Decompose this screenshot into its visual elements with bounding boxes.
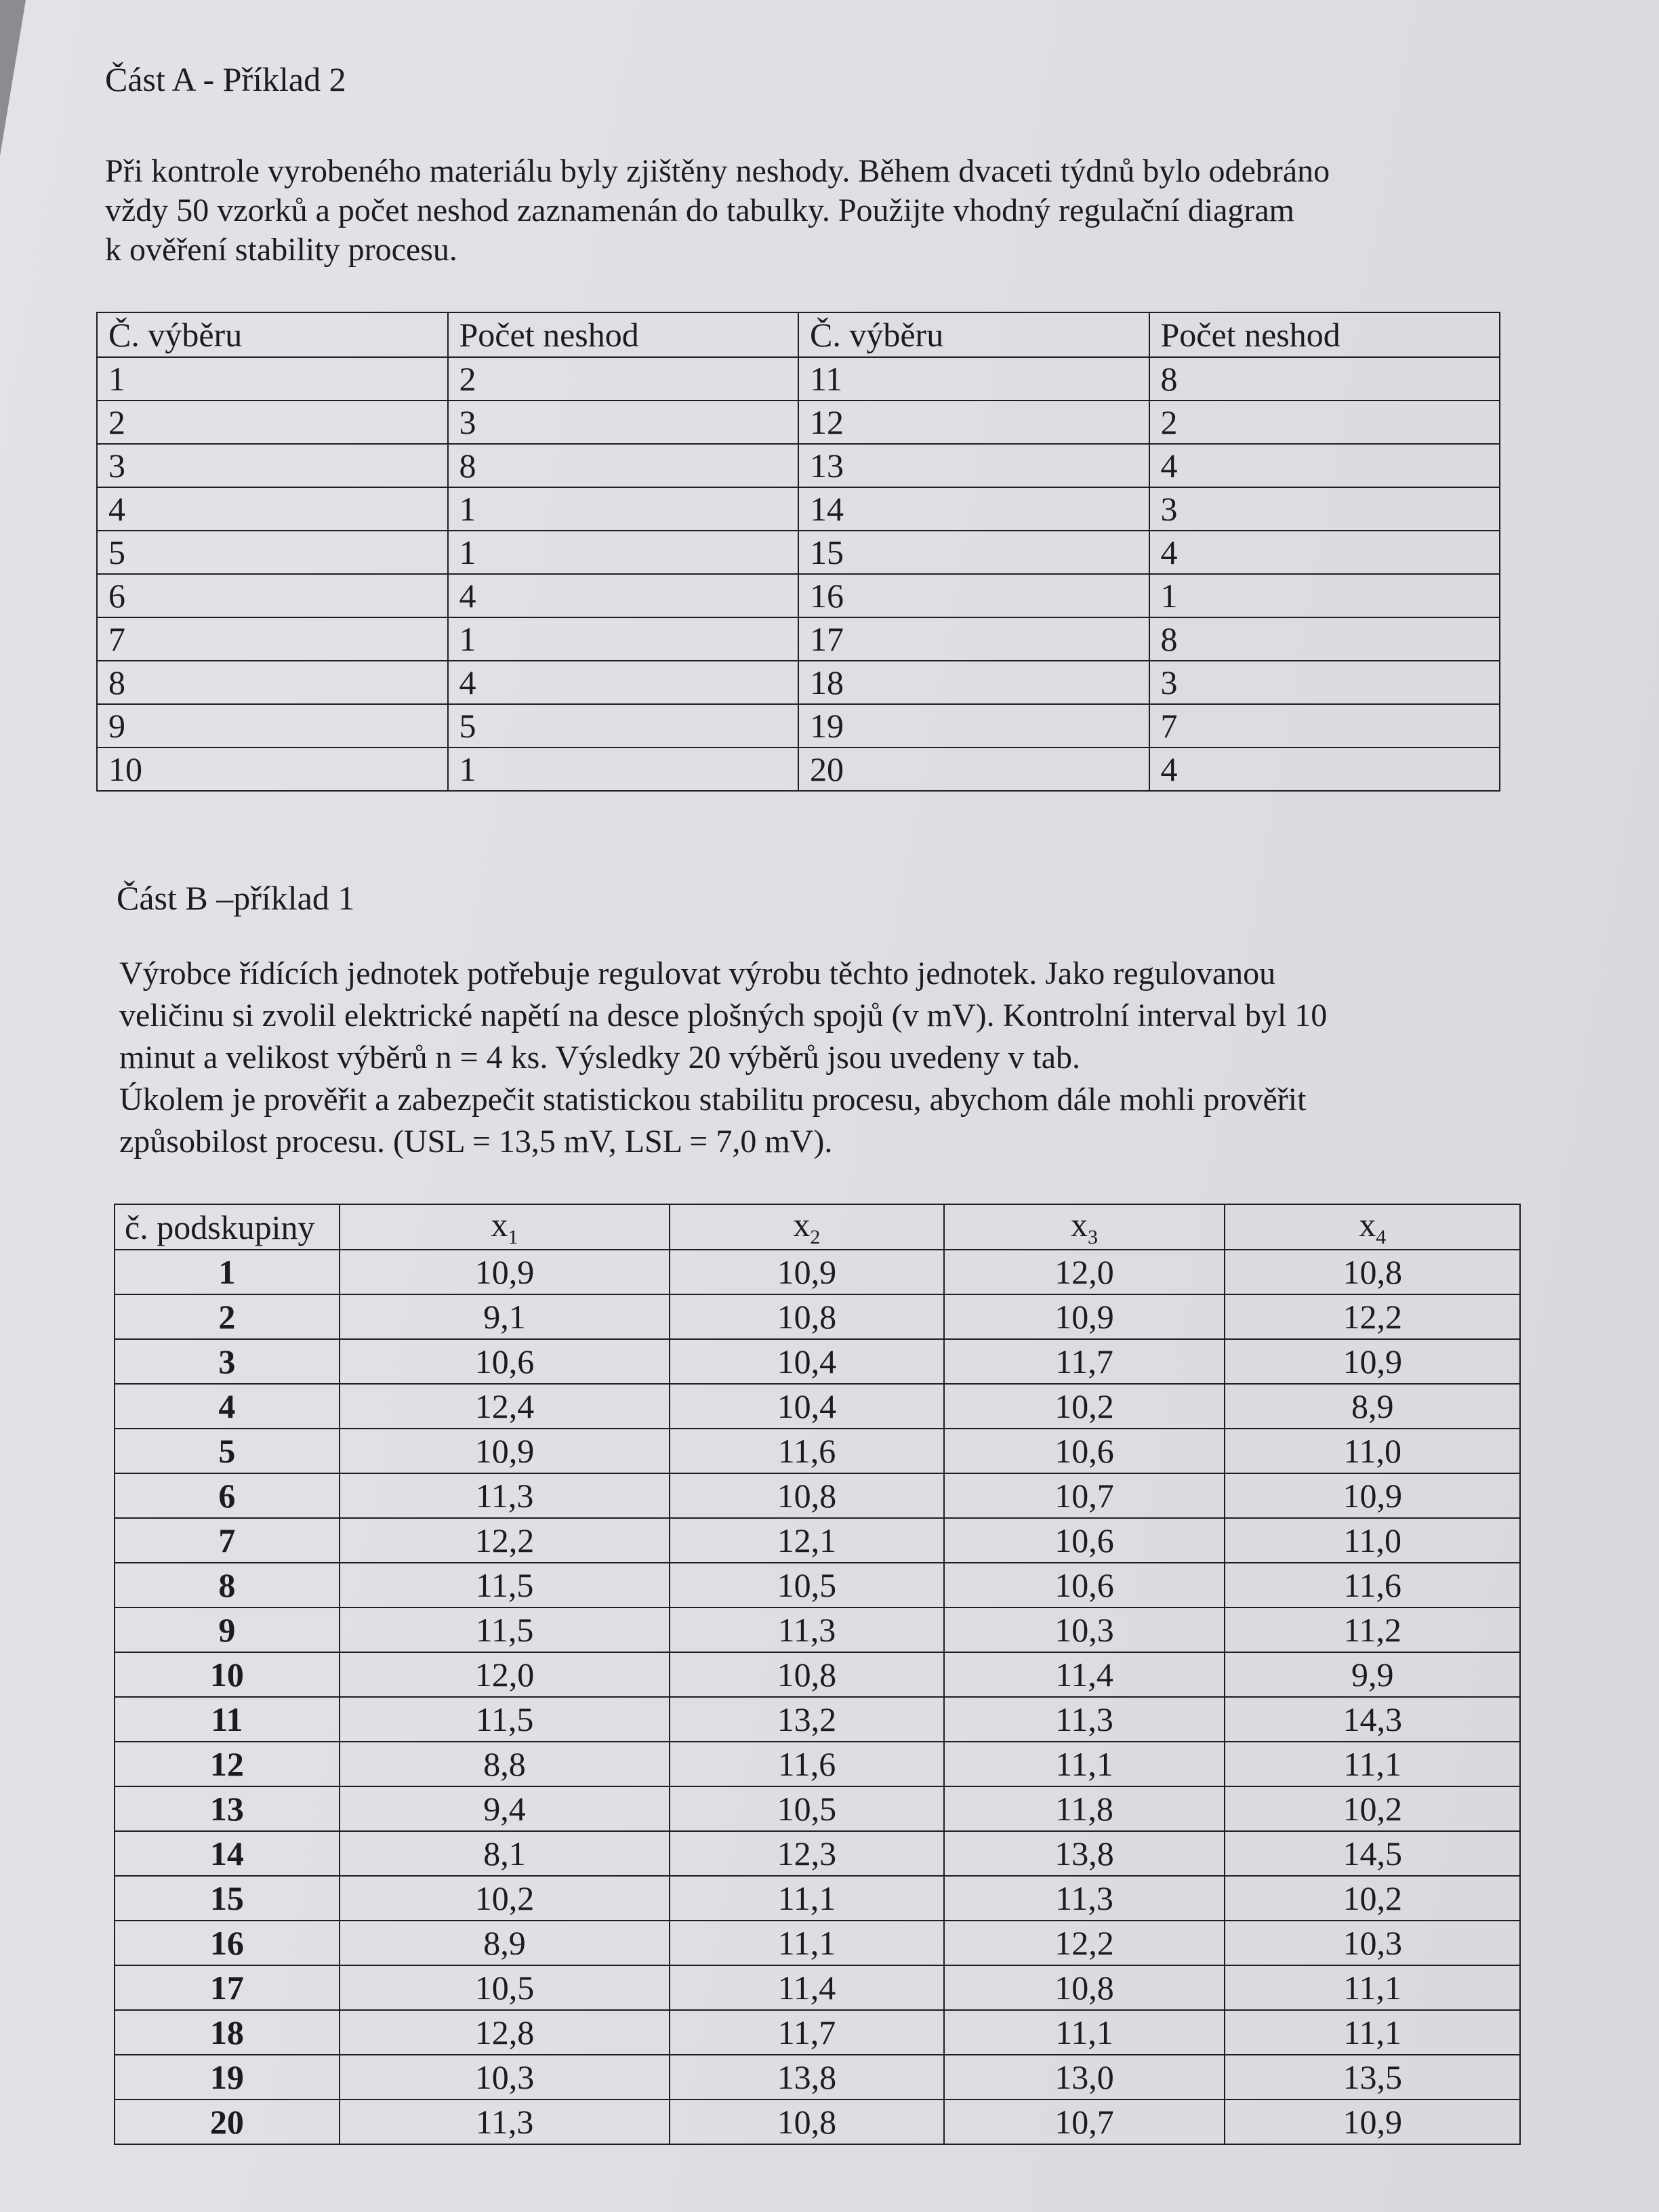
table-cell: 10,3 <box>340 2055 670 2100</box>
table-cell: 10,9 <box>670 1250 943 1294</box>
table-cell: 1 <box>448 747 799 791</box>
row-number-cell: 8 <box>97 661 448 704</box>
table-cell: 10,9 <box>1225 1473 1520 1518</box>
row-number-cell: 1 <box>97 357 448 401</box>
row-number-cell: 2 <box>115 1294 340 1339</box>
row-number-cell: 5 <box>115 1429 340 1473</box>
table-cell: 10,7 <box>944 2100 1225 2144</box>
table-row <box>115 1384 1520 1429</box>
column-header <box>340 1204 670 1250</box>
row-number-cell: 7 <box>115 1518 340 1563</box>
table-cell: 11,4 <box>944 1652 1225 1697</box>
table-cell: 12,0 <box>944 1250 1225 1294</box>
table-cell: 10,4 <box>670 1339 943 1384</box>
table-cell: 10,2 <box>944 1384 1225 1429</box>
table-cell: 10,5 <box>670 1563 943 1607</box>
table-cell: 10,6 <box>340 1339 670 1384</box>
table-cell: 11,3 <box>670 1607 943 1652</box>
table-cell: 10,9 <box>340 1429 670 1473</box>
table-cell: 1 <box>448 487 799 531</box>
table-row <box>115 1473 1520 1518</box>
header-text: x <box>1071 1206 1088 1244</box>
table-cell: 13 <box>798 444 1149 487</box>
paragraph-line: k ověření stability procesu. <box>105 232 457 268</box>
row-number-cell: 10 <box>97 747 448 791</box>
row-number-cell: 3 <box>115 1339 340 1384</box>
header-subscript: 2 <box>810 1226 821 1248</box>
table-cell: 8 <box>1149 617 1500 661</box>
column-header: Počet neshod <box>448 312 799 357</box>
table-row <box>115 1339 1520 1384</box>
table-cell: 12,2 <box>944 1921 1225 1965</box>
table-row <box>115 2100 1520 2144</box>
table-header-row <box>97 312 1500 357</box>
table-cell: 4 <box>448 574 799 617</box>
row-number-cell: 6 <box>97 574 448 617</box>
table-row <box>97 531 1500 574</box>
row-number-cell: 1 <box>115 1250 340 1294</box>
table-cell: 18 <box>798 661 1149 704</box>
table-row <box>115 1965 1520 2010</box>
part-a-paragraph <box>105 152 1488 270</box>
row-number-cell: 16 <box>115 1921 340 1965</box>
table-cell: 10,8 <box>670 2100 943 2144</box>
table-cell: 8,8 <box>340 1742 670 1786</box>
table-row <box>97 444 1500 487</box>
table-row <box>115 1921 1520 1965</box>
table-cell: 8,9 <box>1225 1384 1520 1429</box>
paragraph-line: veličinu si zvolil elektrické napětí na desce plošných spojů (v mV). Kontrolní interval byl 10 <box>119 998 1328 1033</box>
table-cell: 13,2 <box>670 1697 943 1742</box>
row-number-cell: 4 <box>115 1384 340 1429</box>
part-a-heading: Část A - Příklad 2 <box>105 60 346 98</box>
table-cell: 10,6 <box>944 1563 1225 1607</box>
table-cell: 7 <box>1149 704 1500 747</box>
table-cell: 10,9 <box>340 1250 670 1294</box>
table-cell: 10,8 <box>1225 1250 1520 1294</box>
table-cell: 12,8 <box>340 2010 670 2055</box>
table-cell: 11,1 <box>944 2010 1225 2055</box>
voltage-measurement-table <box>114 1204 1521 2145</box>
row-number-cell: 10 <box>115 1652 340 1697</box>
table-cell: 11,6 <box>1225 1563 1520 1607</box>
table-cell: 11,7 <box>670 2010 943 2055</box>
table-cell: 11,3 <box>340 1473 670 1518</box>
table-cell: 11,1 <box>670 1921 943 1965</box>
paragraph-line: Úkolem je prověřit a zabezpečit statistickou stabilitu procesu, abychom dále mohli prověřit <box>119 1082 1307 1118</box>
table-cell: 17 <box>798 617 1149 661</box>
table-cell: 11,3 <box>944 1876 1225 1921</box>
header-subscript: 4 <box>1376 1226 1387 1248</box>
table-body <box>97 357 1500 791</box>
table-cell: 12,0 <box>340 1652 670 1697</box>
table-cell: 10,7 <box>944 1473 1225 1518</box>
paragraph-line: vždy 50 vzorků a počet neshod zaznamenán do tabulky. Použijte vhodný regulační diagram <box>105 192 1294 228</box>
table-cell: 14,5 <box>1225 1831 1520 1876</box>
table-row <box>115 1742 1520 1786</box>
table-cell: 11,4 <box>670 1965 943 2010</box>
row-number-cell: 20 <box>115 2100 340 2144</box>
row-number-cell: 6 <box>115 1473 340 1518</box>
column-header <box>670 1204 943 1250</box>
table-cell: 13,0 <box>944 2055 1225 2100</box>
header-subscript: 3 <box>1088 1226 1099 1248</box>
table-cell: 13,8 <box>944 1831 1225 1876</box>
row-number-cell: 15 <box>115 1876 340 1921</box>
table-cell: 5 <box>448 704 799 747</box>
table-cell: 11,1 <box>1225 1965 1520 2010</box>
row-number-cell: 9 <box>115 1607 340 1652</box>
table-cell: 1 <box>1149 574 1500 617</box>
table-cell: 4 <box>1149 531 1500 574</box>
table-cell: 1 <box>448 531 799 574</box>
table-cell: 12,2 <box>340 1518 670 1563</box>
row-number-cell: 7 <box>97 617 448 661</box>
header-text: x <box>1359 1206 1376 1244</box>
table-cell: 8 <box>1149 357 1500 401</box>
row-number-cell: 12 <box>115 1742 340 1786</box>
table-cell: 11,6 <box>670 1429 943 1473</box>
row-number-cell: 14 <box>115 1831 340 1876</box>
table-cell: 12,4 <box>340 1384 670 1429</box>
table-row <box>115 1250 1520 1294</box>
nonconformity-table <box>96 312 1500 792</box>
table-cell: 10,8 <box>944 1965 1225 2010</box>
table-cell: 10,9 <box>1225 2100 1520 2144</box>
table-cell: 10,6 <box>944 1518 1225 1563</box>
table-cell: 12,3 <box>670 1831 943 1876</box>
table-body <box>115 1250 1520 2144</box>
table-cell: 4 <box>1149 747 1500 791</box>
table-cell: 11,7 <box>944 1339 1225 1384</box>
table-cell: 8 <box>448 444 799 487</box>
table-cell: 10,8 <box>670 1294 943 1339</box>
table-cell: 3 <box>1149 487 1500 531</box>
part-b-heading: Část B –příklad 1 <box>117 879 355 917</box>
table-cell: 11,0 <box>1225 1429 1520 1473</box>
header-subscript: 1 <box>508 1226 518 1248</box>
table-cell: 14,3 <box>1225 1697 1520 1742</box>
table-cell: 10,8 <box>670 1473 943 1518</box>
table-row <box>115 1518 1520 1563</box>
paragraph-line: Při kontrole vyrobeného materiálu byly zjištěny neshody. Během dvaceti týdnů bylo odebráno <box>105 153 1330 189</box>
table-row <box>97 487 1500 531</box>
table-row <box>97 747 1500 791</box>
table-row <box>115 2055 1520 2100</box>
table-row <box>115 1697 1520 1742</box>
row-number-cell: 18 <box>115 2010 340 2055</box>
table-cell: 8,9 <box>340 1921 670 1965</box>
column-header <box>1225 1204 1520 1250</box>
column-header <box>944 1204 1225 1250</box>
table-cell: 10,4 <box>670 1384 943 1429</box>
table-row <box>97 617 1500 661</box>
row-number-cell: 9 <box>97 704 448 747</box>
table-cell: 11,8 <box>944 1786 1225 1831</box>
table-cell: 11,6 <box>670 1742 943 1786</box>
column-header: Č. výběru <box>97 312 448 357</box>
table-cell: 20 <box>798 747 1149 791</box>
paragraph-line: Výrobce řídících jednotek potřebuje regulovat výrobu těchto jednotek. Jako regulovanou <box>119 956 1276 991</box>
table-row <box>115 1294 1520 1339</box>
table-row <box>115 1786 1520 1831</box>
table-cell: 11,5 <box>340 1697 670 1742</box>
table-row <box>97 704 1500 747</box>
table-cell: 10,5 <box>340 1965 670 2010</box>
row-number-cell: 8 <box>115 1563 340 1607</box>
table-cell: 10,2 <box>1225 1786 1520 1831</box>
table-header-row <box>115 1204 1520 1250</box>
column-header: Počet neshod <box>1149 312 1500 357</box>
table-row <box>115 1607 1520 1652</box>
header-text: č. podskupiny <box>125 1208 315 1246</box>
table-cell: 10,3 <box>1225 1921 1520 1965</box>
table-row <box>115 2010 1520 2055</box>
paragraph-line: způsobilost procesu. (USL = 13,5 mV, LSL = 7,0 mV). <box>119 1124 833 1160</box>
table-cell: 11,3 <box>944 1697 1225 1742</box>
table-cell: 10,8 <box>670 1652 943 1697</box>
table-cell: 4 <box>448 661 799 704</box>
column-header: Č. výběru <box>798 312 1149 357</box>
table-cell: 13,8 <box>670 2055 943 2100</box>
table-cell: 13,5 <box>1225 2055 1520 2100</box>
table-cell: 10,9 <box>1225 1339 1520 1384</box>
table-cell: 19 <box>798 704 1149 747</box>
table-cell: 12,1 <box>670 1518 943 1563</box>
table-cell: 11,1 <box>1225 2010 1520 2055</box>
table-cell: 11,1 <box>944 1742 1225 1786</box>
row-number-cell: 17 <box>115 1965 340 2010</box>
table-row <box>97 357 1500 401</box>
table-cell: 10,6 <box>944 1429 1225 1473</box>
table-cell: 2 <box>448 357 799 401</box>
table-cell: 10,2 <box>1225 1876 1520 1921</box>
table-cell: 10,9 <box>944 1294 1225 1339</box>
row-number-cell: 13 <box>115 1786 340 1831</box>
table-cell: 16 <box>798 574 1149 617</box>
table-cell: 10,3 <box>944 1607 1225 1652</box>
row-number-cell: 2 <box>97 401 448 444</box>
part-b-paragraph <box>119 953 1502 1163</box>
table-cell: 14 <box>798 487 1149 531</box>
header-text: x <box>491 1206 508 1244</box>
table-row <box>115 1652 1520 1697</box>
table-cell: 9,9 <box>1225 1652 1520 1697</box>
paragraph-line: minut a velikost výběrů n = 4 ks. Výsledky 20 výběrů jsou uvedeny v tab. <box>119 1040 1081 1076</box>
table-cell: 11,2 <box>1225 1607 1520 1652</box>
table-cell: 11,5 <box>340 1563 670 1607</box>
table-cell: 11,1 <box>1225 1742 1520 1786</box>
table-cell: 11 <box>798 357 1149 401</box>
page-corner-shadow <box>0 0 26 156</box>
table-cell: 11,5 <box>340 1607 670 1652</box>
table-cell: 11,0 <box>1225 1518 1520 1563</box>
table-cell: 3 <box>1149 661 1500 704</box>
table-cell: 9,4 <box>340 1786 670 1831</box>
table-cell: 2 <box>1149 401 1500 444</box>
row-number-cell: 4 <box>97 487 448 531</box>
row-number-cell: 5 <box>97 531 448 574</box>
table-cell: 4 <box>1149 444 1500 487</box>
table-row <box>97 401 1500 444</box>
table-row <box>115 1563 1520 1607</box>
table-cell: 9,1 <box>340 1294 670 1339</box>
table-cell: 10,5 <box>670 1786 943 1831</box>
table-row <box>115 1429 1520 1473</box>
table-cell: 12 <box>798 401 1149 444</box>
row-number-cell: 19 <box>115 2055 340 2100</box>
table-cell: 3 <box>448 401 799 444</box>
table-cell: 12,2 <box>1225 1294 1520 1339</box>
table-cell: 15 <box>798 531 1149 574</box>
table-cell: 10,2 <box>340 1876 670 1921</box>
row-number-cell: 11 <box>115 1697 340 1742</box>
table-row <box>115 1876 1520 1921</box>
table-row <box>97 574 1500 617</box>
table-cell: 8,1 <box>340 1831 670 1876</box>
table-row <box>115 1831 1520 1876</box>
header-text: x <box>793 1206 811 1244</box>
table-row <box>97 661 1500 704</box>
column-header <box>115 1204 340 1250</box>
table-cell: 1 <box>448 617 799 661</box>
table-cell: 11,3 <box>340 2100 670 2144</box>
table-cell: 11,1 <box>670 1876 943 1921</box>
row-number-cell: 3 <box>97 444 448 487</box>
